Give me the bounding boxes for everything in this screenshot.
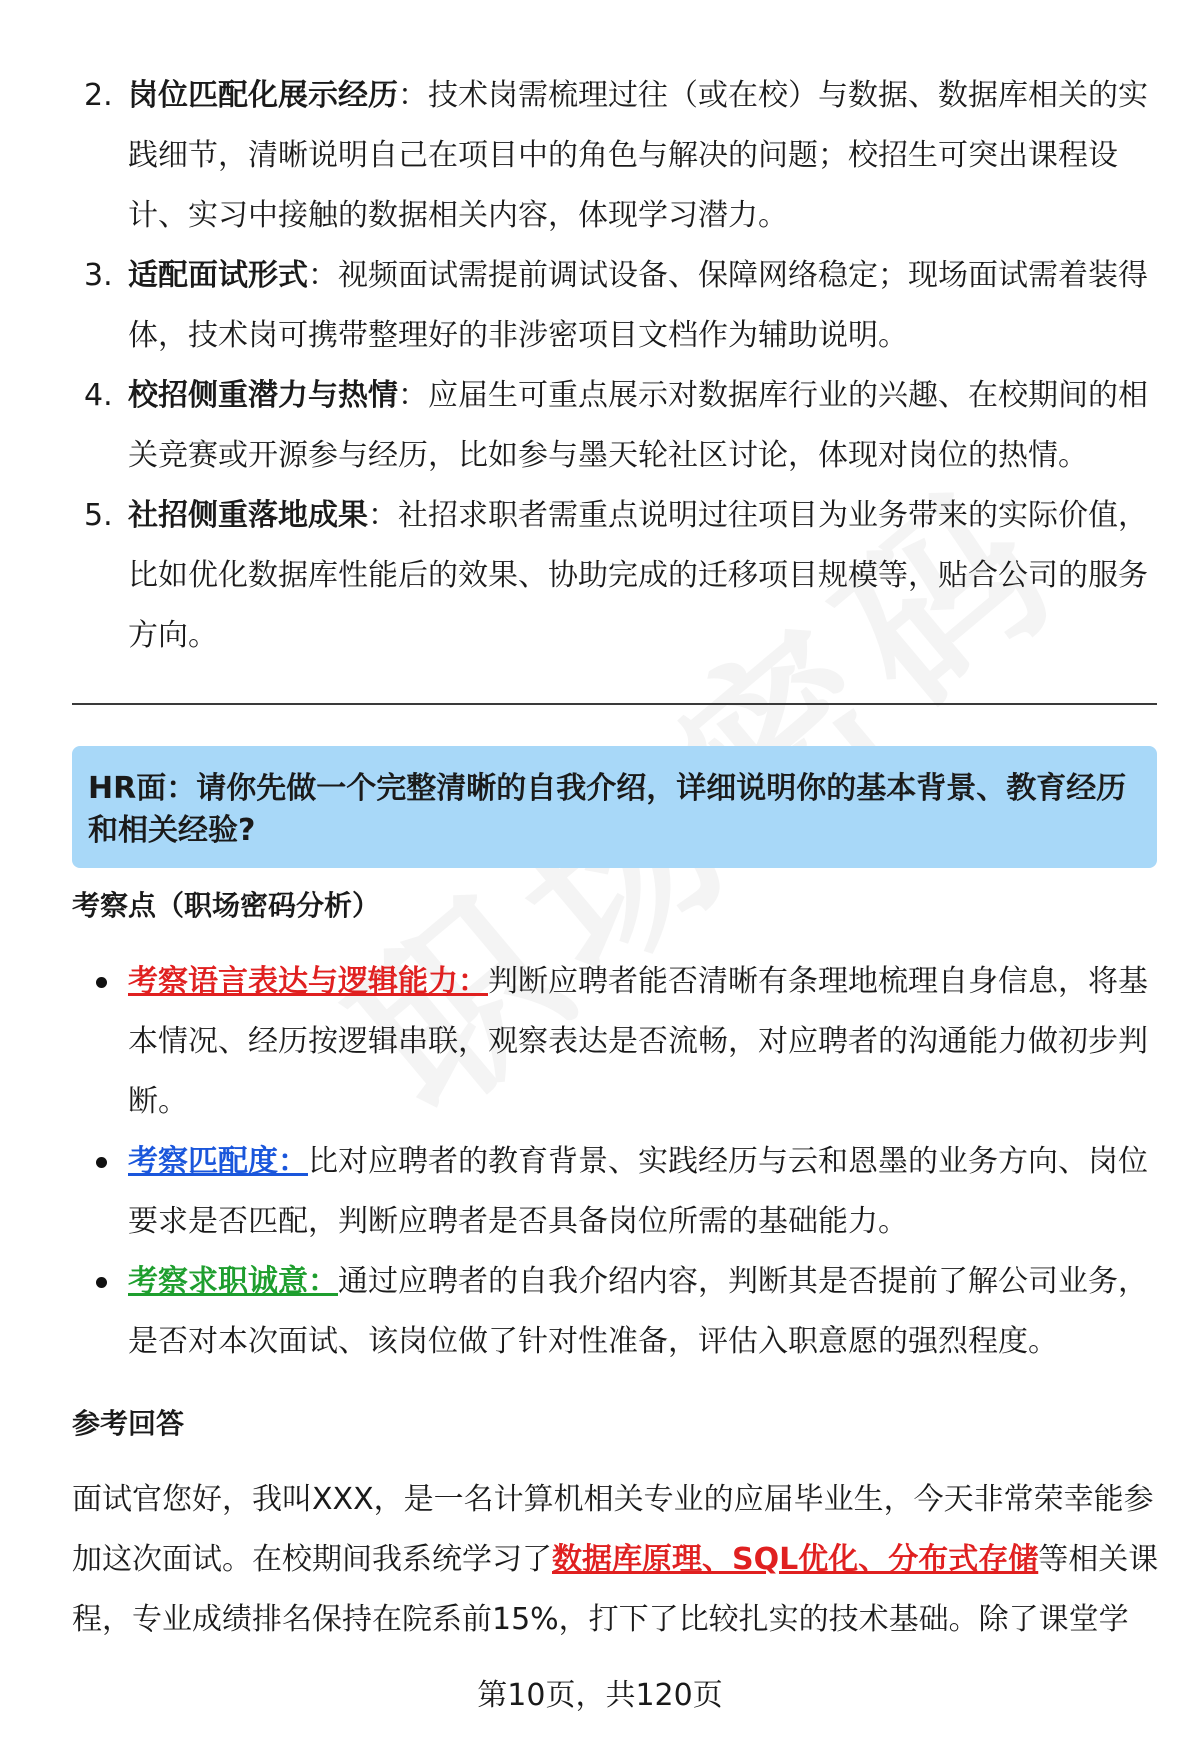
section-divider	[72, 703, 1157, 705]
list-index: 4.	[84, 378, 113, 413]
analysis-heading: 考察点（职场密码分析）	[72, 889, 381, 922]
question-box: HR面：请你先做一个完整清晰的自我介绍，详细说明你的基本背景、教育经历和相关经验?	[72, 746, 1157, 868]
list-item	[72, 246, 1162, 366]
list-item	[72, 486, 1162, 666]
answer-heading: 参考回答	[72, 1407, 185, 1440]
answer-text: 面试官您好，我叫XXX，是一名计算机相关专业的应届毕业生，今天非常荣幸能参加这次面试。在校期间我系统学习了	[72, 1482, 1154, 1577]
list-item-text: ：应届生可重点展示对数据库行业的兴趣、在校期间的相关竞赛或开源参与经历，比如参与墨天轮社区讨论，体现对岗位的热情。	[128, 378, 1148, 473]
list-index: 5.	[84, 498, 113, 533]
bullet-dot-icon	[96, 1157, 107, 1168]
list-item	[72, 66, 1162, 246]
list-item-title: 适配面试形式	[128, 258, 308, 293]
bullet-text: 通过应聘者的自我介绍内容，判断其是否提前了解公司业务，是否对本次面试、该岗位做了针对性准备，评估入职意愿的强烈程度。	[128, 1264, 1148, 1359]
page-footer: 第10页，共120页	[477, 1678, 723, 1713]
bullet-text: 判断应聘者能否清晰有条理地梳理自身信息，将基本情况、经历按逻辑串联，观察表达是否流畅，对应聘者的沟通能力做初步判断。	[128, 964, 1148, 1119]
list-item	[72, 1132, 1162, 1252]
list-item-text: ：视频面试需提前调试设备、保障网络稳定；现场面试需着装得体，技术岗可携带整理好的非涉密项目文档作为辅助说明。	[128, 258, 1148, 353]
bullet-label: 考察匹配度：	[128, 1144, 308, 1179]
numbered-list	[72, 66, 1162, 666]
answer-highlight: 数据库原理、SQL优化、分布式存储	[552, 1542, 1039, 1577]
list-item	[72, 952, 1162, 1132]
list-item-text: ：技术岗需梳理过往（或在校）与数据、数据库相关的实践细节，清晰说明自己在项目中的角色与解决的问题；校招生可突出课程设计、实习中接触的数据相关内容，体现学习潜力。	[128, 78, 1148, 233]
answer-paragraph	[72, 1470, 1162, 1650]
answer-text: 等相关课程，专业成绩排名保持在院系前15%，打下了比较扎实的技术基础。除了课堂学	[72, 1542, 1159, 1637]
bullet-dot-icon	[96, 1277, 107, 1288]
list-item-title: 校招侧重潜力与热情	[128, 378, 398, 413]
bullet-label: 考察语言表达与逻辑能力：	[128, 964, 488, 999]
bullet-dot-icon	[96, 977, 107, 988]
bullet-label: 考察求职诚意：	[128, 1264, 338, 1299]
list-index: 3.	[84, 258, 113, 293]
list-item	[72, 1252, 1162, 1372]
list-item-text: ：社招求职者需重点说明过往项目为业务带来的实际价值，比如优化数据库性能后的效果、协助完成的迁移项目规模等，贴合公司的服务方向。	[128, 498, 1148, 653]
list-index: 2.	[84, 78, 113, 113]
list-item	[72, 366, 1162, 486]
list-item-title: 岗位匹配化展示经历	[128, 78, 398, 113]
analysis-bullet-list	[72, 952, 1162, 1372]
bullet-text: 比对应聘者的教育背景、实践经历与云和恩墨的业务方向、岗位要求是否匹配，判断应聘者是否具备岗位所需的基础能力。	[128, 1144, 1148, 1239]
list-item-title: 社招侧重落地成果	[128, 498, 368, 533]
